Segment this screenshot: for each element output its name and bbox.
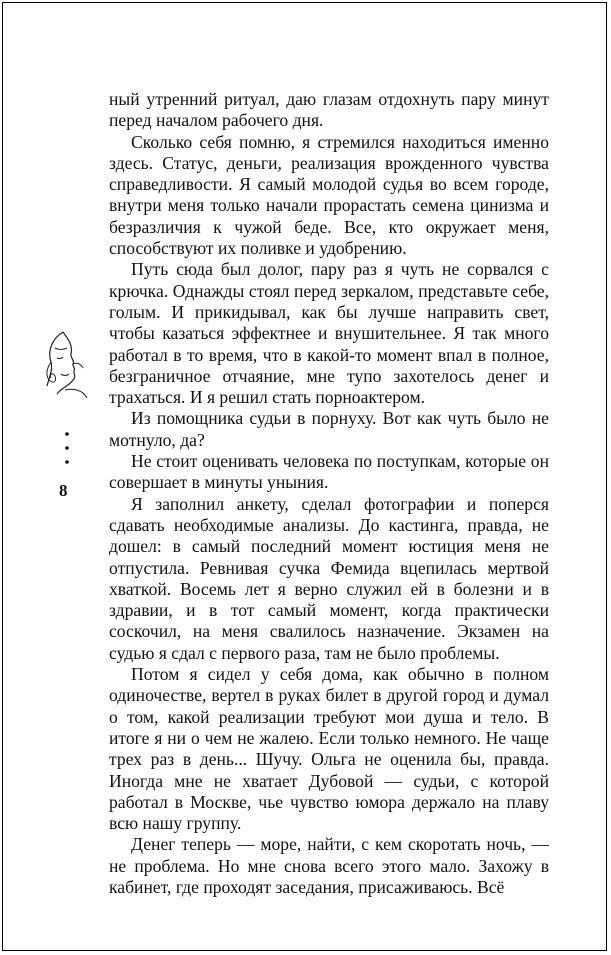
paragraph: Денег теперь — море, найти, с кем скоротать ночь, — не проблема. Но мне снова всего этого мало. Захожу в кабинет, где проходят заседания, присаживаюсь. Всё bbox=[109, 834, 549, 897]
body-text bbox=[109, 89, 549, 898]
book-page bbox=[2, 2, 607, 951]
paragraph: Не стоит оценивать человека по поступкам, которые он совершает в минуты уныния. bbox=[109, 451, 549, 493]
ornament-dots-icon bbox=[63, 431, 71, 465]
paragraph: Путь сюда был долог, пару раз я чуть не сорвался с крючка. Однажды стоял перед зеркалом, представьте себе, голым. И прикидывал, как бы лучше направить свет, чтобы казаться эффектнее и внушительнее. Я так много работал в то время, что в какой-то момент впал в полное, безграничное отчаяние, мне тупо захотелось денег и трахаться. И я решил стать порноактером. bbox=[109, 259, 549, 408]
face-line-drawing-icon bbox=[43, 328, 91, 403]
paragraph: ный утренний ритуал, даю глазам отдохнуть пару минут перед началом рабочего дня. bbox=[109, 89, 549, 131]
paragraph: Потом я сидел у себя дома, как обычно в полном одиночестве, вертел в руках билет в другой город и думал о том, какой реализации требуют мои душа и тело. В итоге я ни о чем не жалею. Если только немного. Не чаще трех раз в день... Шучу. Ольга не оценила бы, правда. Иногда мне не хватает Дубовой — судьи, с которой работал в Москве, чье чувство юмора держало на плаву всю нашу группу. bbox=[109, 664, 549, 834]
paragraph: Сколько себя помню, я стремился находиться именно здесь. Статус, деньги, реализация врожденного чувства справедливости. Я самый молодой судья во всем городе, внутри меня только начали прорастать семена цинизма и безразличия к чужой беде. Все, кто окружает меня, способствуют их поливке и удобрению. bbox=[109, 131, 549, 259]
paragraph: Из помощника судьи в порнуху. Вот как чуть было не мотнуло, да? bbox=[109, 408, 549, 450]
page-number: 8 bbox=[59, 481, 68, 500]
paragraph: Я заполнил анкету, сделал фотографии и поперся сдавать необходимые анализы. До кастинга, правда, не дошел: в самый последний момент юстиция меня не отпустила. Ревнивая сучка Фемида вцепилась мертвой хваткой. Восемь лет я верно служил ей в болезни и в здравии, и в тот самый момент, когда практически соскочил, на меня свалилось назначение. Экзамен на судью я сдал с первого раза, там не было проблемы. bbox=[109, 493, 549, 663]
